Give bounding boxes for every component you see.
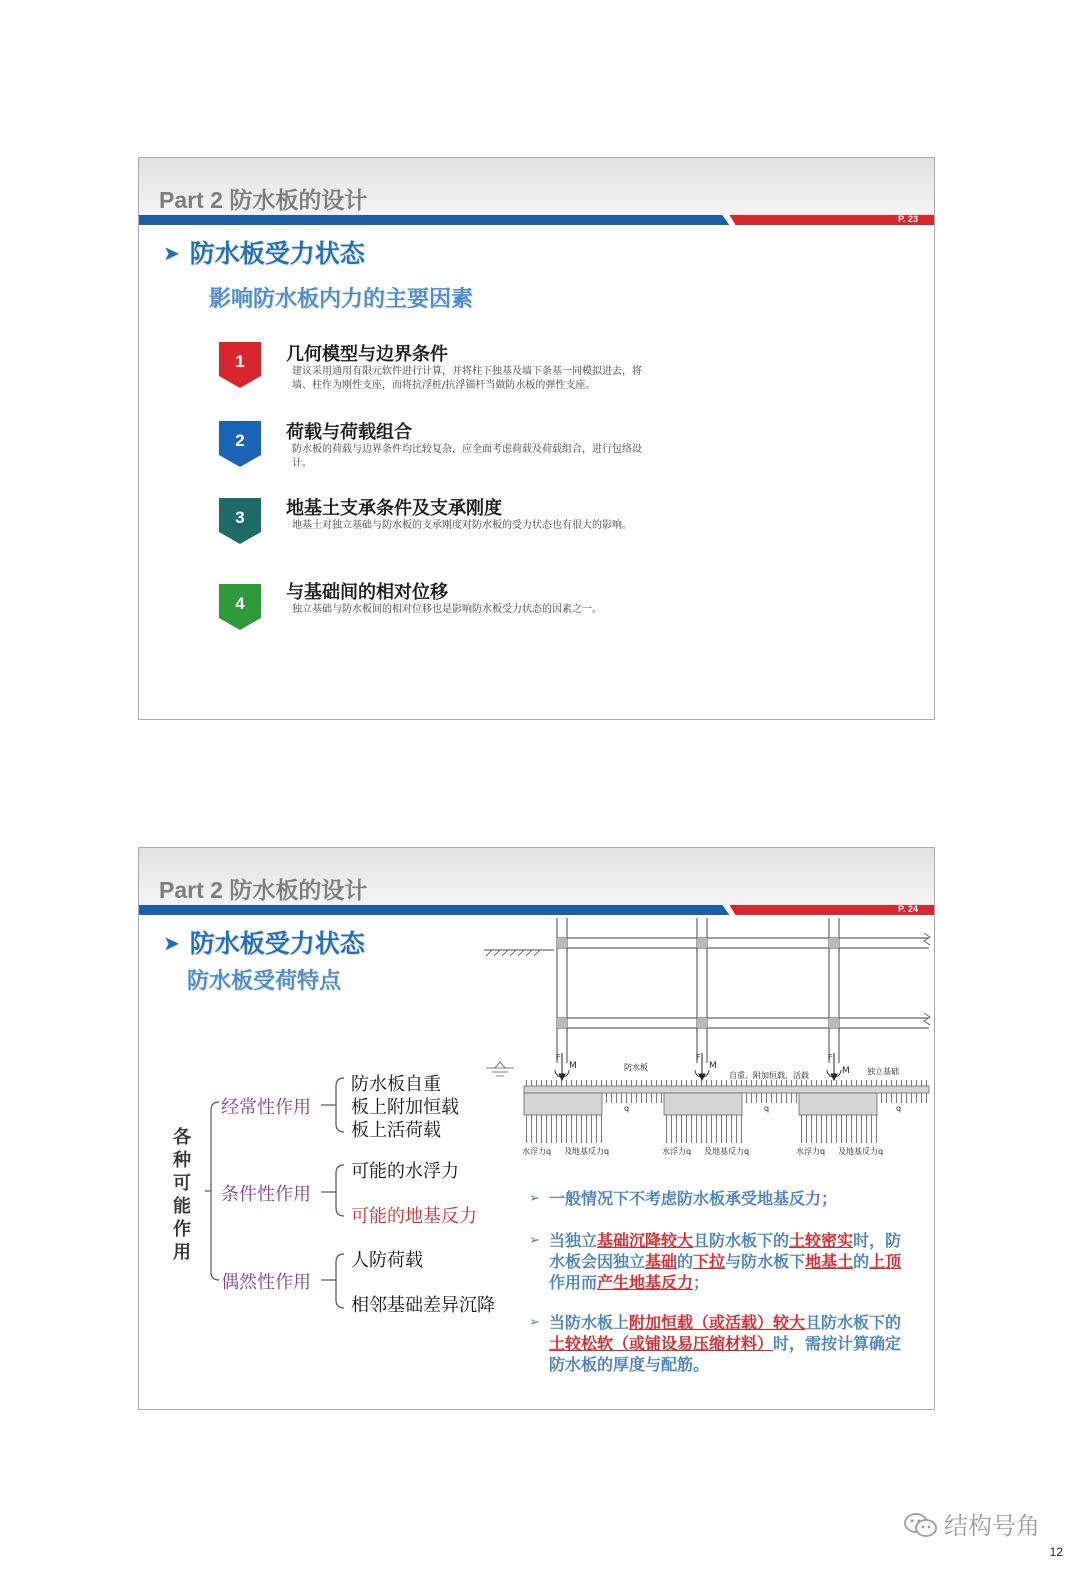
moment-label: M <box>842 1066 850 1076</box>
item-title: 几何模型与边界条件 <box>286 344 448 365</box>
leaf-label: 板上活荷载 <box>351 1120 441 1141</box>
section-title: ➤ 防水板受力状态 <box>163 929 365 958</box>
bullet-text: 与防水板下 <box>725 1252 806 1271</box>
item-desc: 地基土对独立基础与防水板的支承刚度对防水板的受力状态也有很大的影响。 <box>292 520 632 531</box>
leaf-label: 防水板自重 <box>351 1074 441 1095</box>
bullet-text: 当防水板上 <box>549 1313 630 1332</box>
force-label: F <box>556 1053 561 1062</box>
item-desc: 建议采用通用有限元软件进行计算，并将柱下独基及墙下条基一同模拟进去，将墙、柱作为刚性支座，而将抗浮桩/抗浮锚杆当做防水板的弹性支座。 <box>292 366 642 391</box>
bullet-highlight: 基础沉降较大 <box>597 1231 694 1250</box>
subtitle: 影响防水板内力的主要因素 <box>209 287 474 312</box>
slide-p24 <box>138 847 935 1410</box>
bullet-item <box>529 1230 909 1293</box>
bullet-highlight: 下拉 <box>693 1252 726 1271</box>
subtitle: 防水板受荷特点 <box>187 969 342 994</box>
moment-label: M <box>569 1061 577 1071</box>
reaction-label: 及地基反力q <box>838 1147 884 1156</box>
q-label: q <box>764 1104 770 1113</box>
category-label: 偶然性作用 <box>221 1272 311 1293</box>
bullet-text: 时，防水板会因独立 <box>549 1231 902 1271</box>
bullet-item <box>529 1312 909 1375</box>
bullet-text: 的 <box>853 1252 870 1271</box>
item-desc: 独立基础与防水板间的相对位移也是影响防水板受力状态的因素之一。 <box>292 604 602 615</box>
page-label: P. 24 <box>898 904 918 914</box>
buoyancy-label: 水浮力q <box>796 1147 826 1156</box>
slide-p23 <box>138 157 935 720</box>
bullet-text: 时，需按计算确定防水板的厚度与配筋。 <box>549 1334 902 1374</box>
bullet-arrow-icon: ➢ <box>529 1315 540 1330</box>
q-label: q <box>896 1104 902 1113</box>
badge-number: 3 <box>235 508 245 527</box>
item-desc: 防水板的荷载与边界条件均比较复杂，应全面考虑荷载及荷载组合，进行包络设计。 <box>292 444 642 469</box>
force-label: F <box>696 1053 701 1062</box>
bullet-highlight: 土较松软（或铺设易压缩材料） <box>549 1334 774 1353</box>
leaf-label: 可能的水浮力 <box>351 1161 459 1182</box>
bullet-text: 当独立 <box>549 1231 598 1250</box>
buoyancy-label: 水浮力q <box>662 1147 692 1156</box>
tree-brackets <box>139 848 519 1328</box>
bullet-highlight: 地基土 <box>805 1252 854 1271</box>
water-board-label: 防水板 <box>624 1063 648 1072</box>
buoyancy-label: 水浮力q <box>522 1147 552 1156</box>
bullet-arrow-icon: ➢ <box>529 1233 540 1248</box>
indep-found-label: 独立基础 <box>867 1067 899 1076</box>
arrow-icon: ➤ <box>163 931 180 955</box>
leaf-label-highlight: 可能的地基反力 <box>351 1206 477 1227</box>
arrow-icon: ➤ <box>163 241 180 265</box>
badge-number: 4 <box>235 594 245 613</box>
number-badge-2 <box>219 421 261 467</box>
force-label: F <box>828 1053 833 1062</box>
header-title: Part 2 防水板的设计 <box>159 877 368 903</box>
bullet-text: ； <box>693 1273 710 1292</box>
q-label: q <box>624 1104 630 1113</box>
watermark <box>904 1506 1040 1544</box>
number-badge-1 <box>219 342 261 388</box>
reaction-label: 及地基反力q <box>564 1147 610 1156</box>
page-number: 12 <box>1049 1545 1063 1559</box>
load-label: 自重、附加恒载、活载 <box>729 1071 809 1080</box>
foundation-diagram <box>484 918 934 1173</box>
bullet-highlight: 附加恒载（或活载）较大 <box>629 1313 806 1332</box>
header-band <box>139 215 934 225</box>
bullet-text: 一般情况下不考虑防水板承受地基反力； <box>549 1189 838 1208</box>
bullet-text: 且防水板下的 <box>693 1231 790 1250</box>
bullet-text: 的 <box>677 1252 694 1271</box>
number-badge-3 <box>219 498 261 544</box>
reaction-label: 及地基反力q <box>704 1147 750 1156</box>
bullet-highlight: 上顶 <box>869 1252 902 1271</box>
slide-header <box>139 158 934 216</box>
root-label: 各种可能作用 <box>173 1127 191 1263</box>
category-label: 经常性作用 <box>221 1097 311 1118</box>
leaf-label: 相邻基础差异沉降 <box>351 1295 495 1316</box>
bullet-highlight: 产生地基反力 <box>597 1273 694 1292</box>
watermark-text: 结构号角 <box>944 1512 1040 1540</box>
item-title: 荷载与荷载组合 <box>286 422 412 443</box>
category-label: 条件性作用 <box>221 1184 311 1205</box>
number-badge-4 <box>219 584 261 630</box>
bullet-text: 作用而 <box>549 1273 598 1292</box>
item-title: 与基础间的相对位移 <box>286 582 448 603</box>
leaf-label: 人防荷载 <box>351 1250 423 1271</box>
badge-number: 2 <box>235 431 245 450</box>
wechat-icon <box>904 1512 938 1544</box>
section-title: ➤ 防水板受力状态 <box>163 239 365 268</box>
item-title: 地基土支承条件及支承刚度 <box>286 498 502 519</box>
badge-number: 1 <box>235 352 245 371</box>
moment-label: M <box>709 1061 717 1071</box>
header-title: Part 2 防水板的设计 <box>159 187 368 213</box>
bullet-highlight: 土较密实 <box>789 1231 854 1250</box>
bullet-text: 且防水板下的 <box>805 1313 902 1332</box>
bullet-highlight: 基础 <box>645 1252 678 1271</box>
bullet-arrow-icon: ➢ <box>529 1191 540 1206</box>
bullet-item <box>529 1188 909 1209</box>
page-label: P. 23 <box>898 214 918 224</box>
leaf-label: 板上附加恒载 <box>351 1097 459 1118</box>
